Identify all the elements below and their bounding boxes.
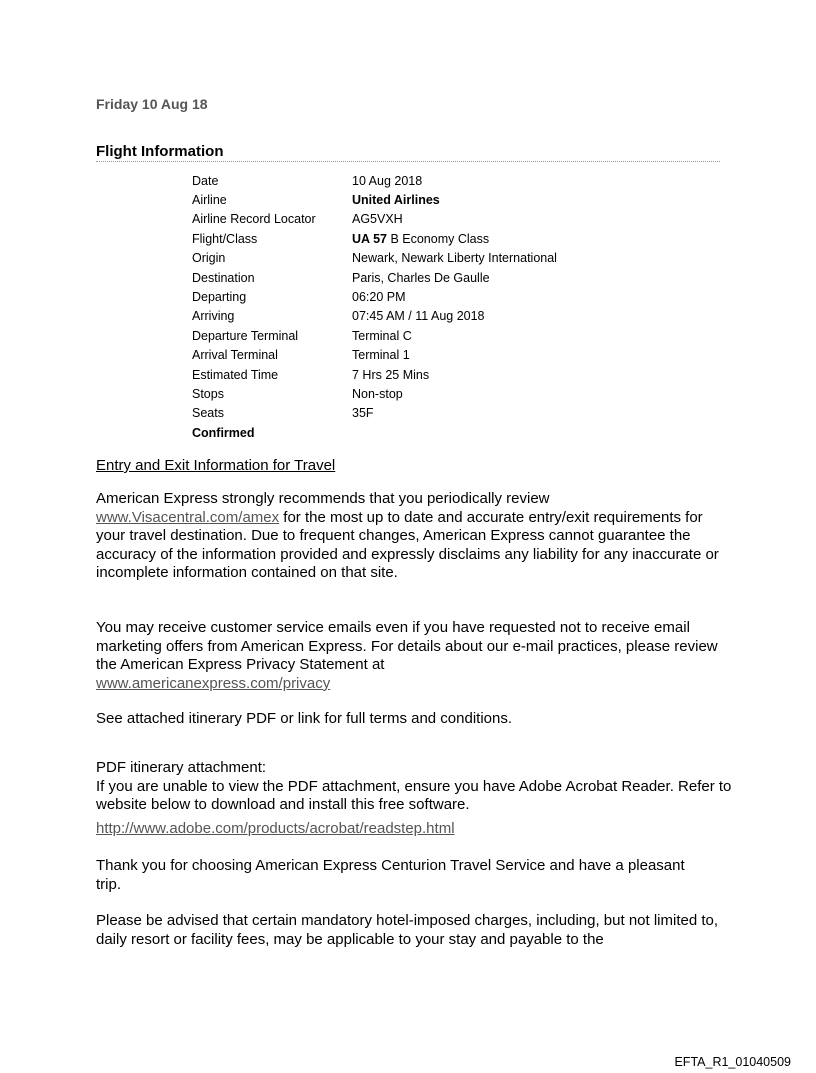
departure-terminal-label: Departure Terminal (192, 328, 299, 343)
pdf-line1: PDF itinerary attachment: (96, 759, 267, 776)
table-row (192, 384, 557, 403)
locator-value: AG5VXH (352, 212, 403, 227)
privacy-link[interactable]: www.americanexpress.com/privacy (96, 674, 331, 692)
table-row (192, 423, 557, 442)
airline-label: Airline (192, 193, 227, 208)
charges-paragraph: Please be advised that certain mandatory hotel-imposed charges, including, but not limited to, daily resort or facility fees, may be applicable to your stay and payable to the (96, 912, 719, 948)
estimated-time-value: 7 Hrs 25 Mins (352, 367, 430, 382)
arriving-label: Arriving (192, 309, 235, 324)
entry-text-rest: for the most up to date and accurate entry/exit requirements for your travel destination. Due to frequent changes, American Express cannot guarantee the accuracy of the information provided and expressly disclaims any liability for any inaccurate or incomplete information contained on that site. (96, 508, 719, 581)
arrival-terminal-value: Terminal 1 (352, 348, 410, 363)
departing-label: Departing (192, 290, 247, 305)
status-confirmed: Confirmed (192, 425, 255, 440)
table-row (192, 229, 557, 248)
table-row (192, 249, 557, 268)
stops-value: Non-stop (352, 386, 403, 401)
table-row (192, 365, 557, 384)
origin-value: Newark, Newark Liberty International (352, 251, 557, 266)
entry-text-line1: American Express strongly recommends that you periodically review (96, 490, 550, 507)
arriving-value: 07:45 AM / 11 Aug 2018 (352, 309, 485, 324)
flight-info-table (192, 171, 557, 442)
estimated-time-label: Estimated Time (192, 367, 279, 382)
adobe-link[interactable]: http://www.adobe.com/products/acrobat/readstep.html (96, 820, 455, 837)
table-row (192, 346, 557, 365)
arrival-terminal-label: Arrival Terminal (192, 348, 278, 363)
email-text: You may receive customer service emails even if you have requested not to receive email marketing offers from American Express. For details about our e-mail practices, please review the American Express Privacy Statement at (96, 619, 718, 673)
document-id: EFTA_R1_01040509 (674, 1055, 791, 1069)
pdf-paragraph (96, 759, 736, 815)
class-value: B Economy Class (386, 231, 490, 246)
day-heading: Friday 10 Aug 18 (96, 96, 208, 112)
destination-value: Paris, Charles De Gaulle (352, 270, 490, 285)
visacentral-link[interactable]: www.Visacentral.com/amex (96, 508, 280, 526)
entry-exit-heading: Entry and Exit Information for Travel (96, 457, 336, 474)
class-label: Flight/Class (192, 231, 258, 246)
email-paragraph (96, 619, 736, 693)
thanks-paragraph: Thank you for choosing American Express Centurion Travel Service and have a pleasant trip. (96, 857, 685, 893)
stops-label: Stops (192, 386, 224, 401)
table-row (192, 190, 557, 209)
origin-label: Origin (192, 251, 226, 266)
table-row (192, 287, 557, 306)
destination-label: Destination (192, 270, 255, 285)
seats-value: 35F (352, 406, 374, 421)
table-row (192, 326, 557, 345)
table-row (192, 210, 557, 229)
table-row (192, 307, 557, 326)
flight-number: UA 57 (352, 231, 387, 246)
seats-label: Seats (192, 406, 224, 421)
departing-value: 06:20 PM (352, 290, 406, 305)
table-row (192, 404, 557, 423)
table-row (192, 171, 557, 190)
table-row (192, 268, 557, 287)
airline-value: United Airlines (352, 193, 440, 208)
section-title: Flight Information (96, 143, 720, 162)
class-cell (352, 229, 557, 248)
date-label: Date (192, 173, 219, 188)
pdf-line2: If you are unable to view the PDF attachment, ensure you have Adobe Acrobat Reader. Refer to website below to download and install this free software. (96, 777, 732, 813)
locator-label: Airline Record Locator (192, 212, 316, 227)
date-value: 10 Aug 2018 (352, 173, 423, 188)
attached-paragraph: See attached itinerary PDF or link for full terms and conditions. (96, 710, 513, 727)
entry-paragraph (96, 490, 736, 583)
departure-terminal-value: Terminal C (352, 328, 412, 343)
